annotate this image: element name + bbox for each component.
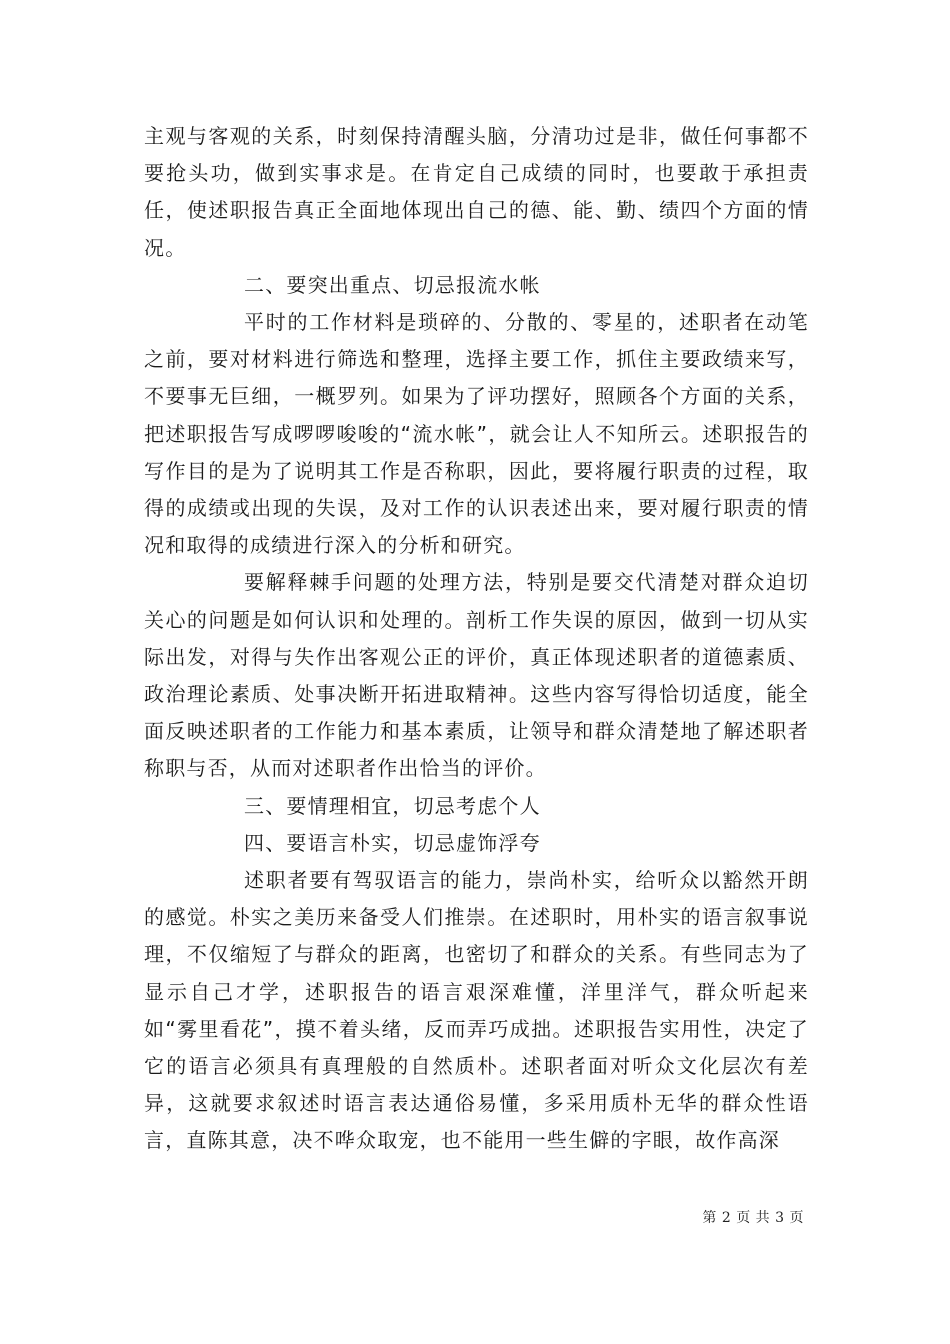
paragraph: 平时的工作材料是琐碎的、分散的、零星的，述职者在动笔之前，要对材料进行筛选和整理，选择主要工作，抓住主要政绩来写，不要事无巨细，一概罗列。如果为了评功摆好，照顾各个方面的关系，把述职报告写成啰啰唆唆的“流水帐”，就会让人不知所云。述职报告的写作目的是为了说明其工作是否称职，因此，要将履行职责的过程，取得的成绩或出现的失误，及对工作的认识表述出来，要对履行职责的情况和取得的成绩进行深入的分析和研究。	[144, 310, 809, 558]
paragraph-continuation: 主观与客观的关系，时刻保持清醒头脑，分清功过是非，做任何事都不要抢头功，做到实事求是。在肯定自己成绩的同时，也要敢于承担责任，使述职报告真正全面地体现出自己的德、能、勤、绩四个方面的情况。	[144, 124, 809, 260]
section-heading-2: 二、要突出重点、切忌报流水帐	[244, 272, 541, 297]
paragraph: 述职者要有驾驭语言的能力，崇尚朴实，给听众以豁然开朗的感觉。朴实之美历来备受人们推崇。在述职时，用朴实的语言叙事说理，不仅缩短了与群众的距离，也密切了和群众的关系。有些同志为了显示自己才学，述职报告的语言艰深难懂，洋里洋气，群众听起来如“雾里看花”，摸不着头绪，反而弄巧成拙。述职报告实用性，决定了它的语言必须具有真理般的自然质朴。述职者面对听众文化层次有差异，这就要求叙述时语言表达通俗易懂，多采用质朴无华的群众性语言，直陈其意，决不哗众取宠，也不能用一些生僻的字眼，故作高深	[144, 868, 809, 1153]
page-number: 第 2 页 共 3 页	[702, 1210, 804, 1226]
paragraph: 要解释棘手问题的处理方法，特别是要交代清楚对群众迫切关心的问题是如何认识和处理的。剖析工作失误的原因，做到一切从实际出发，对得与失作出客观公正的评价，真正体现述职者的道德素质、政治理论素质、处事决断开拓进取精神。这些内容写得恰切适度，能全面反映述职者的工作能力和基本素质，让领导和群众清楚地了解述职者称职与否，从而对述职者作出恰当的评价。	[144, 570, 809, 781]
section-heading-4: 四、要语言朴实，切忌虚饰浮夸	[244, 830, 541, 855]
section-heading-3: 三、要情理相宜，切忌考虑个人	[244, 793, 541, 818]
document-body	[144, 118, 809, 1160]
